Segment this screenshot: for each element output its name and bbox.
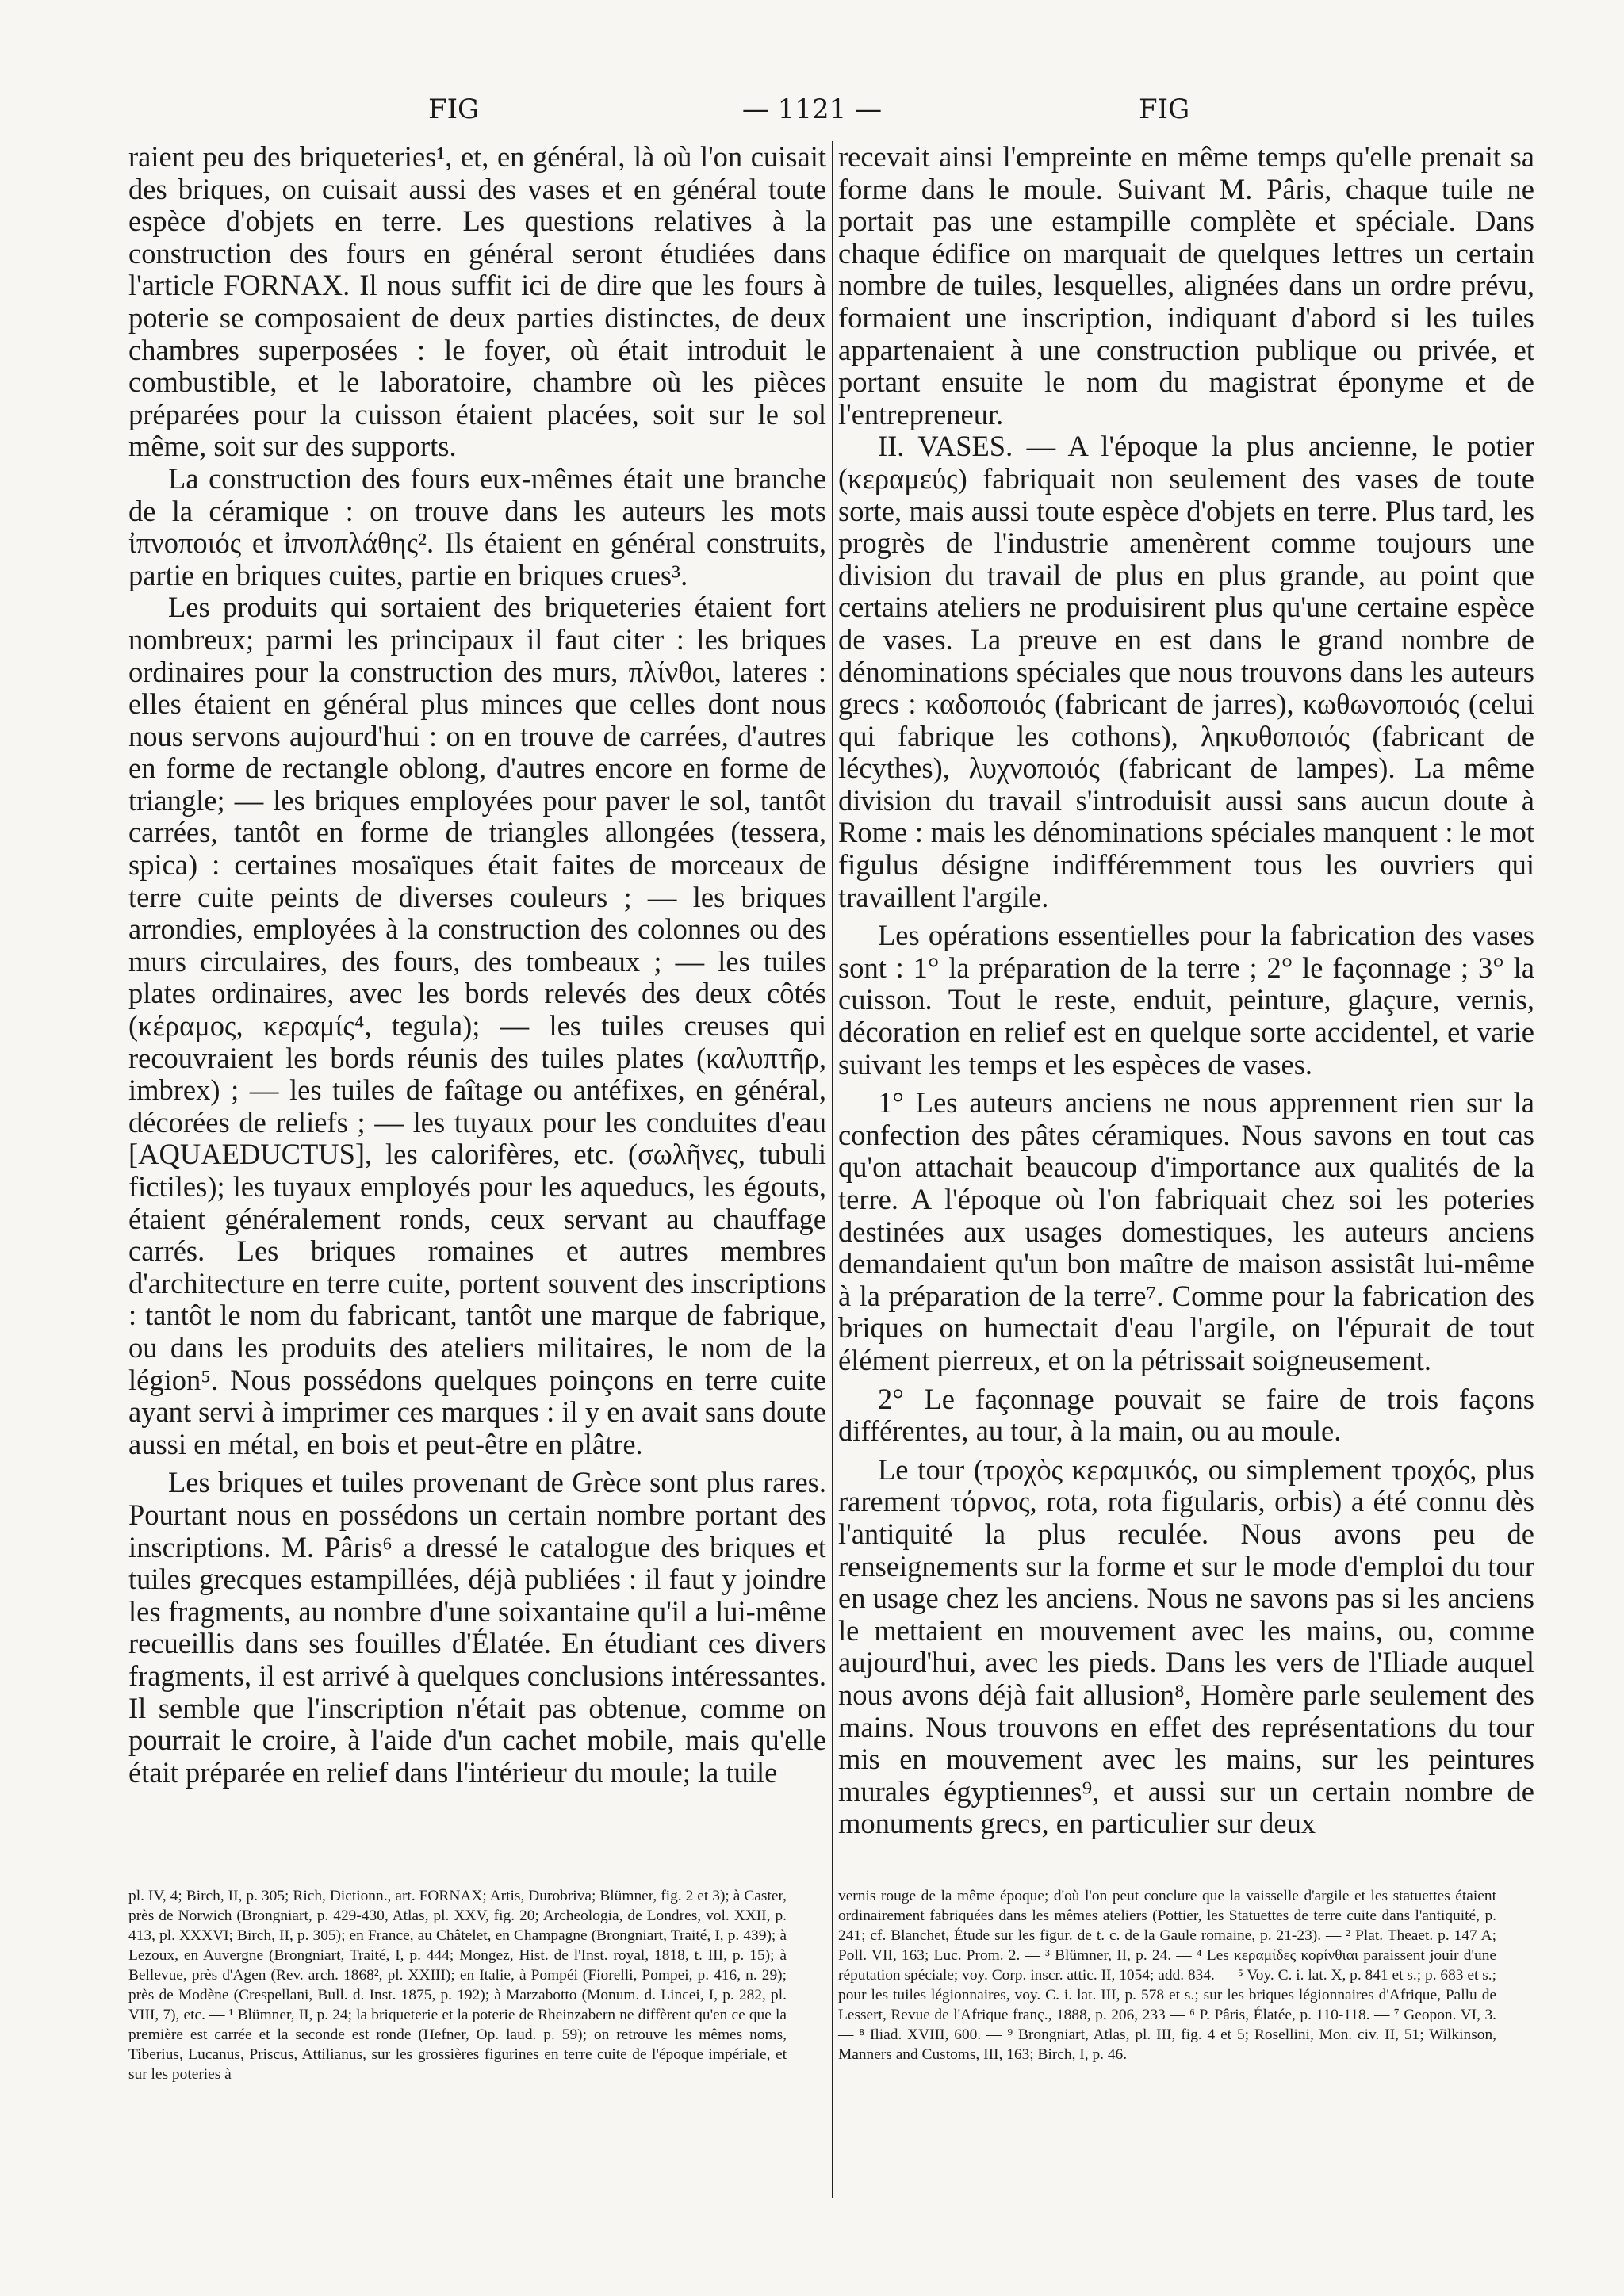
header-left-title: FIG (428, 94, 480, 125)
footnotes-left: pl. IV, 4; Birch, II, p. 305; Rich, Dictionn., art. FORNAX; Artis, Durobriva; Blümner, fig. 2 et 3); à Caster, près de Norwich (Brongniart, p. 429-430, Atlas, pl. XXV, fig. 20; Archeologia, de Londres, vol. XXII, p. 413, pl. XXXVI; Birch, II, p. 305); en France, au Châtelet, en Champagne (Brongniart, Traité, I, p. 439); à Lezoux, en Auvergne (Brongniart, Traité, I, p. 444; Mongez, Hist. de l'Inst. royal, 1818, t. III, p. 15); à Bellevue, près d'Agen (Rev. arch. 1868², pl. XXIII); en Italie, à Pompéi (Fiorelli, Pompei, p. 416, n. 29); près de Modène (Crespellani, Bull. d. Inst. 1875, p. 192); à Marzabotto (Monum. d. Lincei, I, p. 282, pl. VIII, 7), etc. — ¹ Blümner, II, p. 24; la briqueterie et la poterie de Rheinzabern ne diffèrent qu'en ce que la première est carrée et la seconde est ronde (Hefner, Op. laud. p. 59); on retrouve les mêmes noms, Tiberius, Lucanus, Priscus, Attilianus, sur les grossières figurines en terre cuite de l'époque impériale, et sur les poteries à (128, 1888, 787, 2083)
section-heading-paragraph: II. VASES. — A l'époque la plus ancienne, le potier (κεραμεύς) fabriquait non seulement des vases de toute sorte, mais aussi toute espèce d'objets en terre. Plus tard, les progrès de l'industrie amenèrent comme toujours une division du travail de plus en plus grande, au point que certains ateliers ne produisirent plus qu'une certaine espèce de vases. La preuve en est dans le grand nombre de dénominations spéciales que nous trouvons dans les auteurs grecs : καδοποιός (fabricant de jarres), κωθωνοποιός (celui qui fabrique les cothons), ληκυθοποιός (fabricant de lécythes), λυχνοποιός (fabricant de lampes). La même division du travail s'introduisit aussi sans aucun doute à Rome : mais les dénominations spéciales manquent : le mot figulus désigne indifféremment tous les ouvriers qui travaillent l'argile. (838, 430, 1534, 913)
footnotes-right: vernis rouge de la même époque; d'où l'on peut conclure que la vaisselle d'argile et les statuettes étaient ordinairement fabriquées dans les mêmes ateliers (Pottier, les Statuettes de terre cuite dans l'antiquité, p. 241; cf. Blanchet, Étude sur les figur. de t. c. de la Gaule romaine, p. 21-23). — ² Plat. Theaet. p. 147 A; Poll. VII, 163; Luc. Prom. 2. — ³ Blümner, II, p. 24. — ⁴ Les κεραμίδες κορίνθιαι paraissent jouir d'une réputation spéciale; voy. Corp. inscr. attic. II, 1054; add. 834. — ⁵ Voy. C. i. lat. X, p. 841 et s.; p. 683 et s.; pour les tuiles légionnaires, voy. C. i. lat. III, p. 578 et s.; sur les briques légionnaires d'Afrique, Pallu de Lessert, Revue de l'Afrique franç., 1888, p. 206, 233 — ⁶ P. Pâris, Élatée, p. 110-118. — ⁷ Geopon. VI, 3. — ⁸ Iliad. XVIII, 600. — ⁹ Brongniart, Atlas, pl. III, fig. 4 et 5; Rosellini, Mon. civ. II, 51; Wilkinson, Manners and Customs, III, 163; Birch, I, p. 46. (838, 1888, 1496, 2063)
left-column (128, 141, 826, 1789)
paragraph: 2° Le façonnage pouvait se faire de trois façons différentes, au tour, à la main, ou au moule. (838, 1382, 1534, 1448)
paragraph: Les produits qui sortaient des briqueteries étaient fort nombreux; parmi les principaux il faut citer : les briques ordinaires pour la construction des murs, πλίνθοι, lateres : elles étaient en général plus minces que celles dont nous nous servons aujourd'hui : on en trouve de carrées, d'autres en forme de rectangle oblong, d'autres encore en forme de triangle; — les briques employées pour paver le sol, tantôt carrées, tantôt en forme de triangles allongées (tessera, spica) : certaines mosaïques était faites de morceaux de terre cuite peints de diverses couleurs ; — les briques arrondies, employées à la construction des colonnes ou des murs circulaires, des fours, des tombeaux ; — les tuiles plates ordinaires, avec les bords relevés des deux côtés (κέραμος, κεραμίς⁴, tegula); — les tuiles creuses qui recouvraient les bords réunis des tuiles plates (καλυπτῆρ, imbrex) ; — les tuiles de faîtage ou antéfixes, en général, décorées de reliefs ; — les tuyaux pour les conduites d'eau [AQUAEDUCTUS], les calorifères, etc. (σωλῆνες, tubuli fictiles); les tuyaux employés pour les aqueducs, les égouts, étaient généralement ronds, ceux servant au chauffage carrés. Les briques romaines et autres membres d'architecture en terre cuite, portent souvent des inscriptions : tantôt le nom du fabricant, tantôt une marque de fabrique, ou dans les produits des ateliers militaires, le nom de la légion⁵. Nous possédons quelques poinçons en terre cuite ayant servi à imprimer ces marques : il y en avait sans doute aussi en métal, en bois et peut-être en plâtre. (128, 591, 826, 1460)
header-right-title: FIG (1139, 94, 1190, 125)
paragraph: raient peu des briqueteries¹, et, en général, là où l'on cuisait des briques, on cuisait aussi des vases et en général toute espèce d'objets en terre. Les questions relatives à la construction des fours en général seront étudiées dans l'article FORNAX. Il nous suffit ici de dire que les fours à poterie se composaient de deux parties distinctes, de deux chambres superposées : le foyer, où était introduit le combustible, et le laboratoire, chambre où les pièces préparées pour la cuisson étaient placées, soit sur le sol même, soit sur des supports. (128, 140, 826, 463)
paragraph: recevait ainsi l'empreinte en même temps qu'elle prenait sa forme dans le moule. Suivant M. Pâris, chaque tuile ne portait pas une estampille complète et spéciale. Dans chaque édifice on marquait de quelques lettres un certain nombre de tuiles, lesquelles, alignées dans un ordre prévu, formaient une inscription, indiquant d'abord si les tuiles appartenaient à une construction publique ou privée, et portant ensuite le nom du magistrat éponyme et de l'entrepreneur. (838, 140, 1534, 430)
column-divider (832, 141, 833, 2198)
paragraph: Les opérations essentielles pour la fabrication des vases sont : 1° la préparation de la terre ; 2° le façonnage ; 3° la cuisson. Tout le reste, enduit, peinture, glaçure, vernis, décoration en relief est en quelque sorte accidentel, et varie suivant les temps et les espèces de vases. (838, 919, 1534, 1081)
paragraph: Les briques et tuiles provenant de Grèce sont plus rares. Pourtant nous en possédons un certain nombre portant des inscriptions. M. Pâris⁶ a dressé le catalogue des briques et tuiles grecques estampillées, déjà publiées : il faut y joindre les fragments, au nombre d'une soixantaine qu'il a lui-même recueillis dans ses fouilles d'Élatée. En étudiant ces divers fragments, il est arrivé à quelques conclusions intéressantes. Il semble que l'inscription n'était pas obtenue, comme on pourrait le croire, à l'aide d'un cachet mobile, mais qu'elle était préparée en relief dans l'intérieur du moule; la tuile (128, 1466, 826, 1789)
page-number: — 1121 — (741, 94, 883, 125)
paragraph: La construction des fours eux-mêmes était une branche de la céramique : on trouve dans les auteurs les mots ἰπνοποιός et ἰπνοπλάθης². Ils étaient en général construits, partie en briques cuites, partie en briques crues³. (128, 461, 826, 591)
right-column (838, 141, 1534, 1840)
paragraph: Le tour (τροχὸς κεραμικός, ou simplement τροχός, plus rarement τόρνος, rota, rota figularis, orbis) a été connu dès l'antiquité la plus reculée. Nous avons peu de renseignements sur la forme et sur le mode d'emploi du tour en usage chez les anciens. Nous ne savons pas si les anciens le mettaient en mouvement avec les mains, ou, comme aujourd'hui, avec les pieds. Dans les vers de l'Iliade auquel nous avons déjà fait allusion⁸, Homère parle seulement des mains. Nous trouvons en effet des représentations du tour mis en mouvement avec les mains, sur les peintures murales égyptiennes⁹, et aussi sur un certain nombre de monuments grecs, en particulier sur deux (838, 1452, 1534, 1840)
running-header (0, 94, 1624, 133)
paragraph: 1° Les auteurs anciens ne nous apprennent rien sur la confection des pâtes céramiques. Nous savons en tout cas qu'on attachait beaucoup d'importance aux qualités de la terre. A l'époque où l'on fabriquait chez soi les poteries destinées aux usages domestiques, les auteurs anciens demandaient qu'un bon maître de maison assistât lui-même à la préparation de la terre⁷. Comme pour la fabrication des briques on humectait d'eau l'argile, on l'épurait de tout élément pierreux, et on la pétrissait soigneusement. (838, 1086, 1534, 1376)
